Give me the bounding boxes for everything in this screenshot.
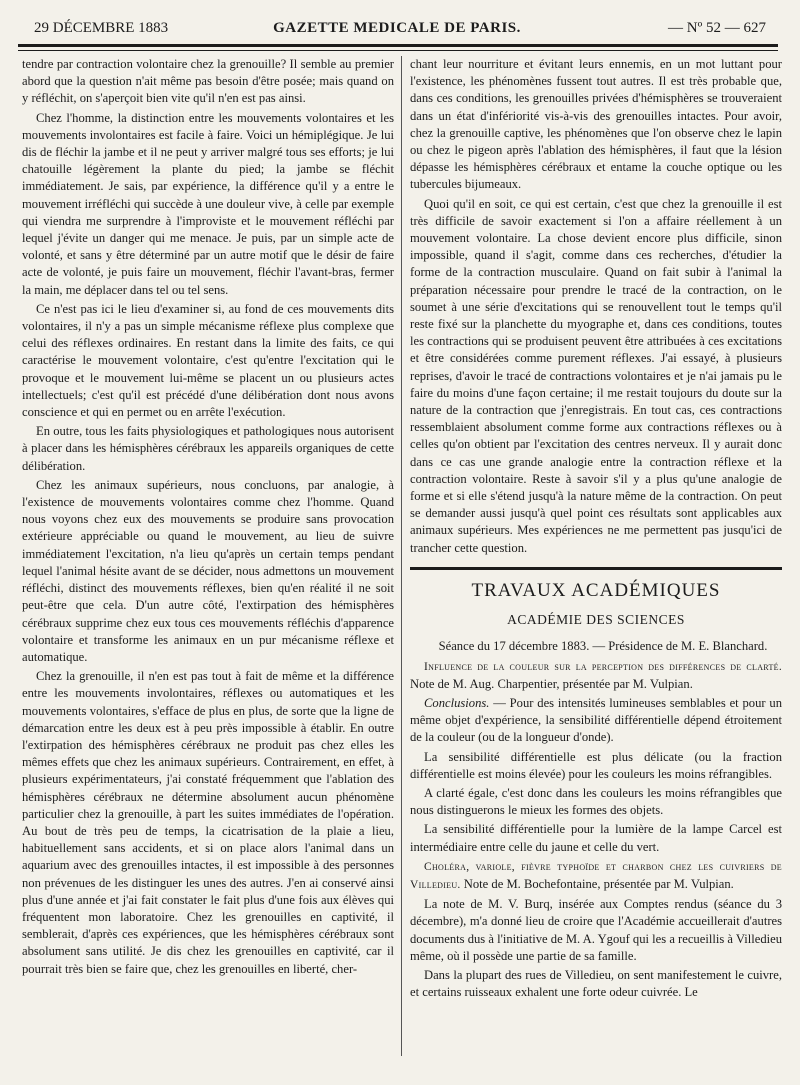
paragraph: Chez les animaux supérieurs, nous concluons, par analogie, à l'existence de mouvements volontaires comme chez l'homme. Quand nous voyons chez eux des mouvements se produire sans provocation extérieure appréciable ou quand le mouvement, au lieu de suivre immédiatement l'excitation, n'a lieu qu'après un certain temps pendant lequel l'animal hésite avant de se décider, nous admettons un mouvement réfléchi, distinct des mouvements réflexes, bien qu'en réalité il ne soit peut-être que cela. D'un autre côté, l'extirpation des hémisphères cérébraux supprime chez eux tous ces mouvements réfléchis d'apparence volontaire et transforme les animaux en un pur mécanisme réflexe et automatique. (22, 477, 394, 664)
left-column (22, 56, 394, 980)
article-title: Influence de la couleur sur la perception des différences de clarté. (424, 660, 782, 673)
paragraph: tendre par contraction volontaire chez la grenouille? Il semble au premier abord que la question n'ait même pas besoin d'être posée; mais quand on y réfléchit, on s'aperçoit bien vite qu'il n'en est pas ainsi. (22, 57, 394, 106)
paragraph: Ce n'est pas ici le lieu d'examiner si, au fond de ces mouvements dits volontaires, il n'y a pas un simple mécanisme réflexe plus complexe que celui des réflexes ordinaires. En restant dans la limite des faits, ce qui caractérise le mouvement volontaire, c'est qu'entre l'excitation qui le provoque et le mouvement lui-même se placent un ou plusieurs actes intellectuels; c'est qu'il est précédé d'une délibération dont nous avons conscience et qui en permet ou en arrête l'exécution. (22, 301, 394, 420)
paragraph: Quoi qu'il en soit, ce qui est certain, c'est que chez la grenouille il est très difficile de savoir exactement si l'on a affaire réellement à un mouvement volontaire. La chose devient encore plus difficile, sinon impossible, quand il s'agit, comme dans ces recherches, d'étudier la forme de la contraction musculaire. Quand on fait subir à l'animal la préparation nécessaire pour prendre le tracé de la contraction, on le soumet à une série d'excitations qui se renouvellent tout le temps qu'il reste fixé sur la planchette du myographe et, dans ces conditions, toutes les contractions qui se produisent peuvent être attribuées à ces excitations et être considérées comme purement réflexes. J'ai essayé, à plusieurs reprises, d'avoir le tracé de contractions volontaires et je n'ai jamais pu le faire du moins d'une façon certaine; il me restait toujours du doute sur la nature de la contraction que j'enregistrais. En tout cas, ces contractions ressemblaient absolument comme forme aux contractions réflexes ou à celles qu'on obtient par l'excitation des centres nerveux. Il y aurait donc dans ce cas une grande analogie entre la contraction réflexe et la contraction volontaire. Reste à savoir s'il y a plus qu'une analogie de forme et si elle s'étend jusqu'à la nature même de la contraction. On peut se demander aussi jusqu'à quel point ces résultats sont applicables aux animaux supérieurs. Mes expériences ne me permettent pas jusqu'ici de trancher cette question. (410, 196, 782, 555)
seance-line: Séance du 17 décembre 1883. — Présidence de M. E. Blanchard. (438, 639, 768, 654)
right-column (410, 56, 782, 1003)
header-date: 29 DÉCEMBRE 1883 (34, 20, 169, 36)
article-heading (410, 658, 782, 693)
header-issue: — Nº 52 — 627 (668, 20, 766, 36)
paragraph: Chez l'homme, la distinction entre les mouvements volontaires et les mouvements involontaires est facile à faire. Voici un hémiplégique. Je lui dis de fléchir la jambe et il ne peut y arriver malgré tous ses efforts; je lui chatouille légèrement la plante du pied; la jambe se fléchit immédiatement. Je sais, par expérience, la différence qu'il y a entre le mouvement irréfléchi qui succède à une douleur vive, à celle par exemple qui viendra me surprendre à l'improviste et le mouvement réfléchi par lequel j'évite un danger qui me menace. Je puis, par un simple acte de volonté, et sans y être déterminé par un autre motif que le désir de faire acte de volonté, je puis faire un mouvement, fléchir l'avant-bras, fermer la main, me déplacer dans tel ou tel sens. (22, 110, 394, 297)
header-rule-thin (18, 50, 778, 51)
section-title: TRAVAUX ACADÉMIQUES (471, 579, 721, 601)
paragraph: La sensibilité différentielle pour la lumière de la lampe Carcel est intermédiaire entre celle du jaune et celle du vert. (410, 822, 782, 854)
article-title: Choléra, variole, fièvre typhoïde et charbon chez les cuivriers de Villedieu. (410, 860, 782, 891)
paragraph: La sensibilité différentielle est plus délicate (ou la fraction différentielle est moins élevée) pour les couleurs les moins réfrangibles. (410, 749, 782, 781)
section-subtitle: ACADÉMIE DES SCIENCES (507, 612, 685, 628)
article-author: Note de M. Aug. Charpentier, présentée par M. Vulpian. (410, 676, 693, 691)
section-rule (410, 567, 782, 570)
conclusions-label: Conclusions. (424, 695, 490, 710)
paragraph: A clarté égale, c'est donc dans les couleurs les moins réfrangibles que nous distinguerons le mieux les formes des objets. (410, 785, 782, 818)
paragraph-text: — Pour des intensités lumineuses semblables et pour un même objet d'expérience, la sensibilité différentielle dépend étroitement de la couleur (ou de la longueur d'onde). (410, 695, 782, 745)
page-header (14, 14, 780, 40)
paragraph: Dans la plupart des rues de Villedieu, on sent manifestement le cuivre, et certains ruisseaux exhalent une forte odeur cuivrée. Le (410, 967, 782, 1000)
paragraph: En outre, tous les faits physiologiques et pathologiques nous autorisent à placer dans les hémisphères cérébraux les appareils organiques de cette délibération. (22, 424, 394, 473)
article-heading (410, 858, 782, 894)
paragraph: La note de M. V. Burq, insérée aux Comptes rendus (séance du 3 décembre), m'a donné lieu de croire que l'Académie accueillerait d'autres documents dus à l'initiative de M. A. Ygouf qui les a recueillis à Villedieu même, où il possède une partie de sa famille. (410, 897, 782, 963)
column-divider (401, 56, 402, 1056)
header-title: GAZETTE MEDICALE DE PARIS. (273, 20, 521, 36)
paragraph: Chez la grenouille, il n'en est pas tout à fait de même et la différence entre les mouvements involontaires, réflexes ou automatiques et les mouvements volontaires, s'efface de plus en plus, de sorte que la ligne de démarcation entre les deux est à peu près impossible à établir. En outre l'extirpation des hémisphères cérébraux ne produit pas chez elles les mêmes effets que chez les animaux supérieurs. Contrairement, en effet, à plusieurs expérimentateurs, j'ai constaté fréquemment que l'ablation des hémisphères cérébraux ne détermine absolument aucun phénomène particulier chez la grenouille, à part les suites immédiates de l'opération. Au bout de très peu de temps, la cicatrisation de la plaie a lieu, habituellement sans accidents, et si on place alors l'animal dans un aquarium avec des grenouilles intactes, il est impossible à des personnes non prévenues de les distinguer les unes des autres. J'en ai conservé ainsi plus d'une année et j'ai fait constater le fait plus d'une fois aux élèves qui fréquentent mon laboratoire. Chez les grenouilles en captivité, il semblerait, d'après ces expériences, que les hémisphères cérébraux sont absolument sans utilité. Je dis chez les grenouilles en captivité, car il pourrait très bien se faire que, chez les grenouilles en liberté, cher- (22, 669, 394, 976)
header-rule-thick (18, 44, 778, 47)
paragraph: chant leur nourriture et évitant leurs ennemis, en un mot luttant pour l'existence, les phénomènes fussent tout autres. Il est très probable que, dans ces conditions, les grenouilles privées d'hémisphères se trouveraient dans un état d'infériorité vis-à-vis des grenouilles intactes. Pour avoir, chez la grenouille captive, les phénomènes que l'on observe chez le lapin ou chez le pigeon après l'ablation des hémisphères, il faut que la lésion dépasse les hémisphères cérébraux et entame la couche optique ou les tubercules bijumeaux. (410, 57, 782, 192)
paragraph (410, 695, 782, 747)
article-author: Note de M. Bochefontaine, présentée par M. Vulpian. (463, 876, 734, 891)
